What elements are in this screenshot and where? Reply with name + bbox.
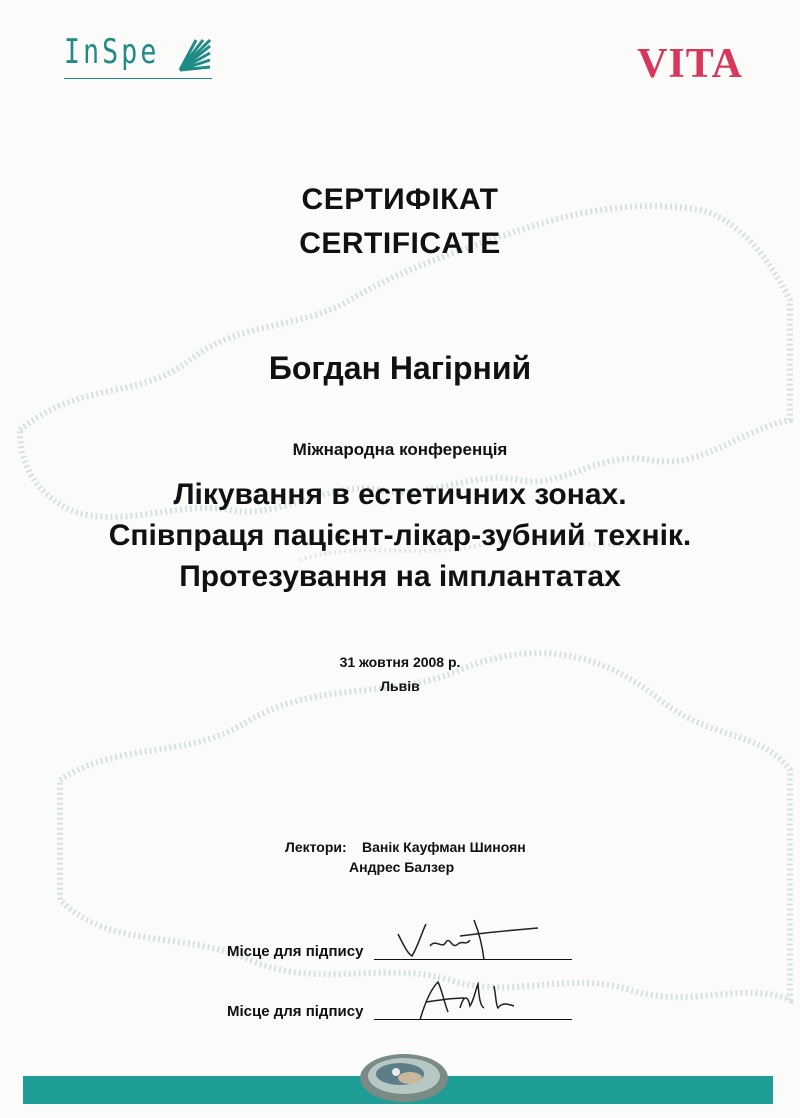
title-english: CERTIFICATE (299, 227, 501, 260)
topic-line-2: Співпраця пацієнт-лікар-зубний технік. (108, 519, 692, 552)
vita-logo: VITA (637, 41, 743, 87)
topic-line-1: Лікування в естетичних зонах. (173, 478, 627, 511)
inspe-wordmark: InSpe (64, 32, 160, 72)
event-date: 31 жовтня 2008 р. (339, 654, 461, 670)
handwritten-signature-2 (390, 976, 540, 1022)
inspe-underline (64, 78, 212, 79)
title-ukrainian: СЕРТИФІКАТ (301, 183, 499, 216)
event-city: Львів (380, 678, 420, 694)
signature-row-2 (0, 990, 800, 1030)
conference-topic (0, 474, 800, 597)
handwritten-signature-1 (390, 916, 540, 962)
signature-row-1 (0, 930, 800, 970)
lecturer-2: Андрес Балзер (349, 859, 455, 875)
abalone-shell-icon (358, 1048, 450, 1104)
certificate-title (0, 178, 800, 266)
event-type: Міжнародна конференція (292, 440, 508, 459)
recipient-name: Богдан Нагірний (268, 350, 532, 386)
topic-line-3: Протезування на імплантатах (179, 560, 621, 593)
lecturer-1: Ванік Кауфман Шиноян (362, 839, 526, 855)
signature-label: Місце для підпису (227, 943, 364, 960)
lecturers-label: Лектори: (285, 839, 347, 855)
date-place (0, 650, 800, 698)
inspe-logo (64, 32, 214, 92)
shell-fan-icon (176, 36, 212, 72)
signature-label: Місце для підпису (227, 1003, 364, 1020)
